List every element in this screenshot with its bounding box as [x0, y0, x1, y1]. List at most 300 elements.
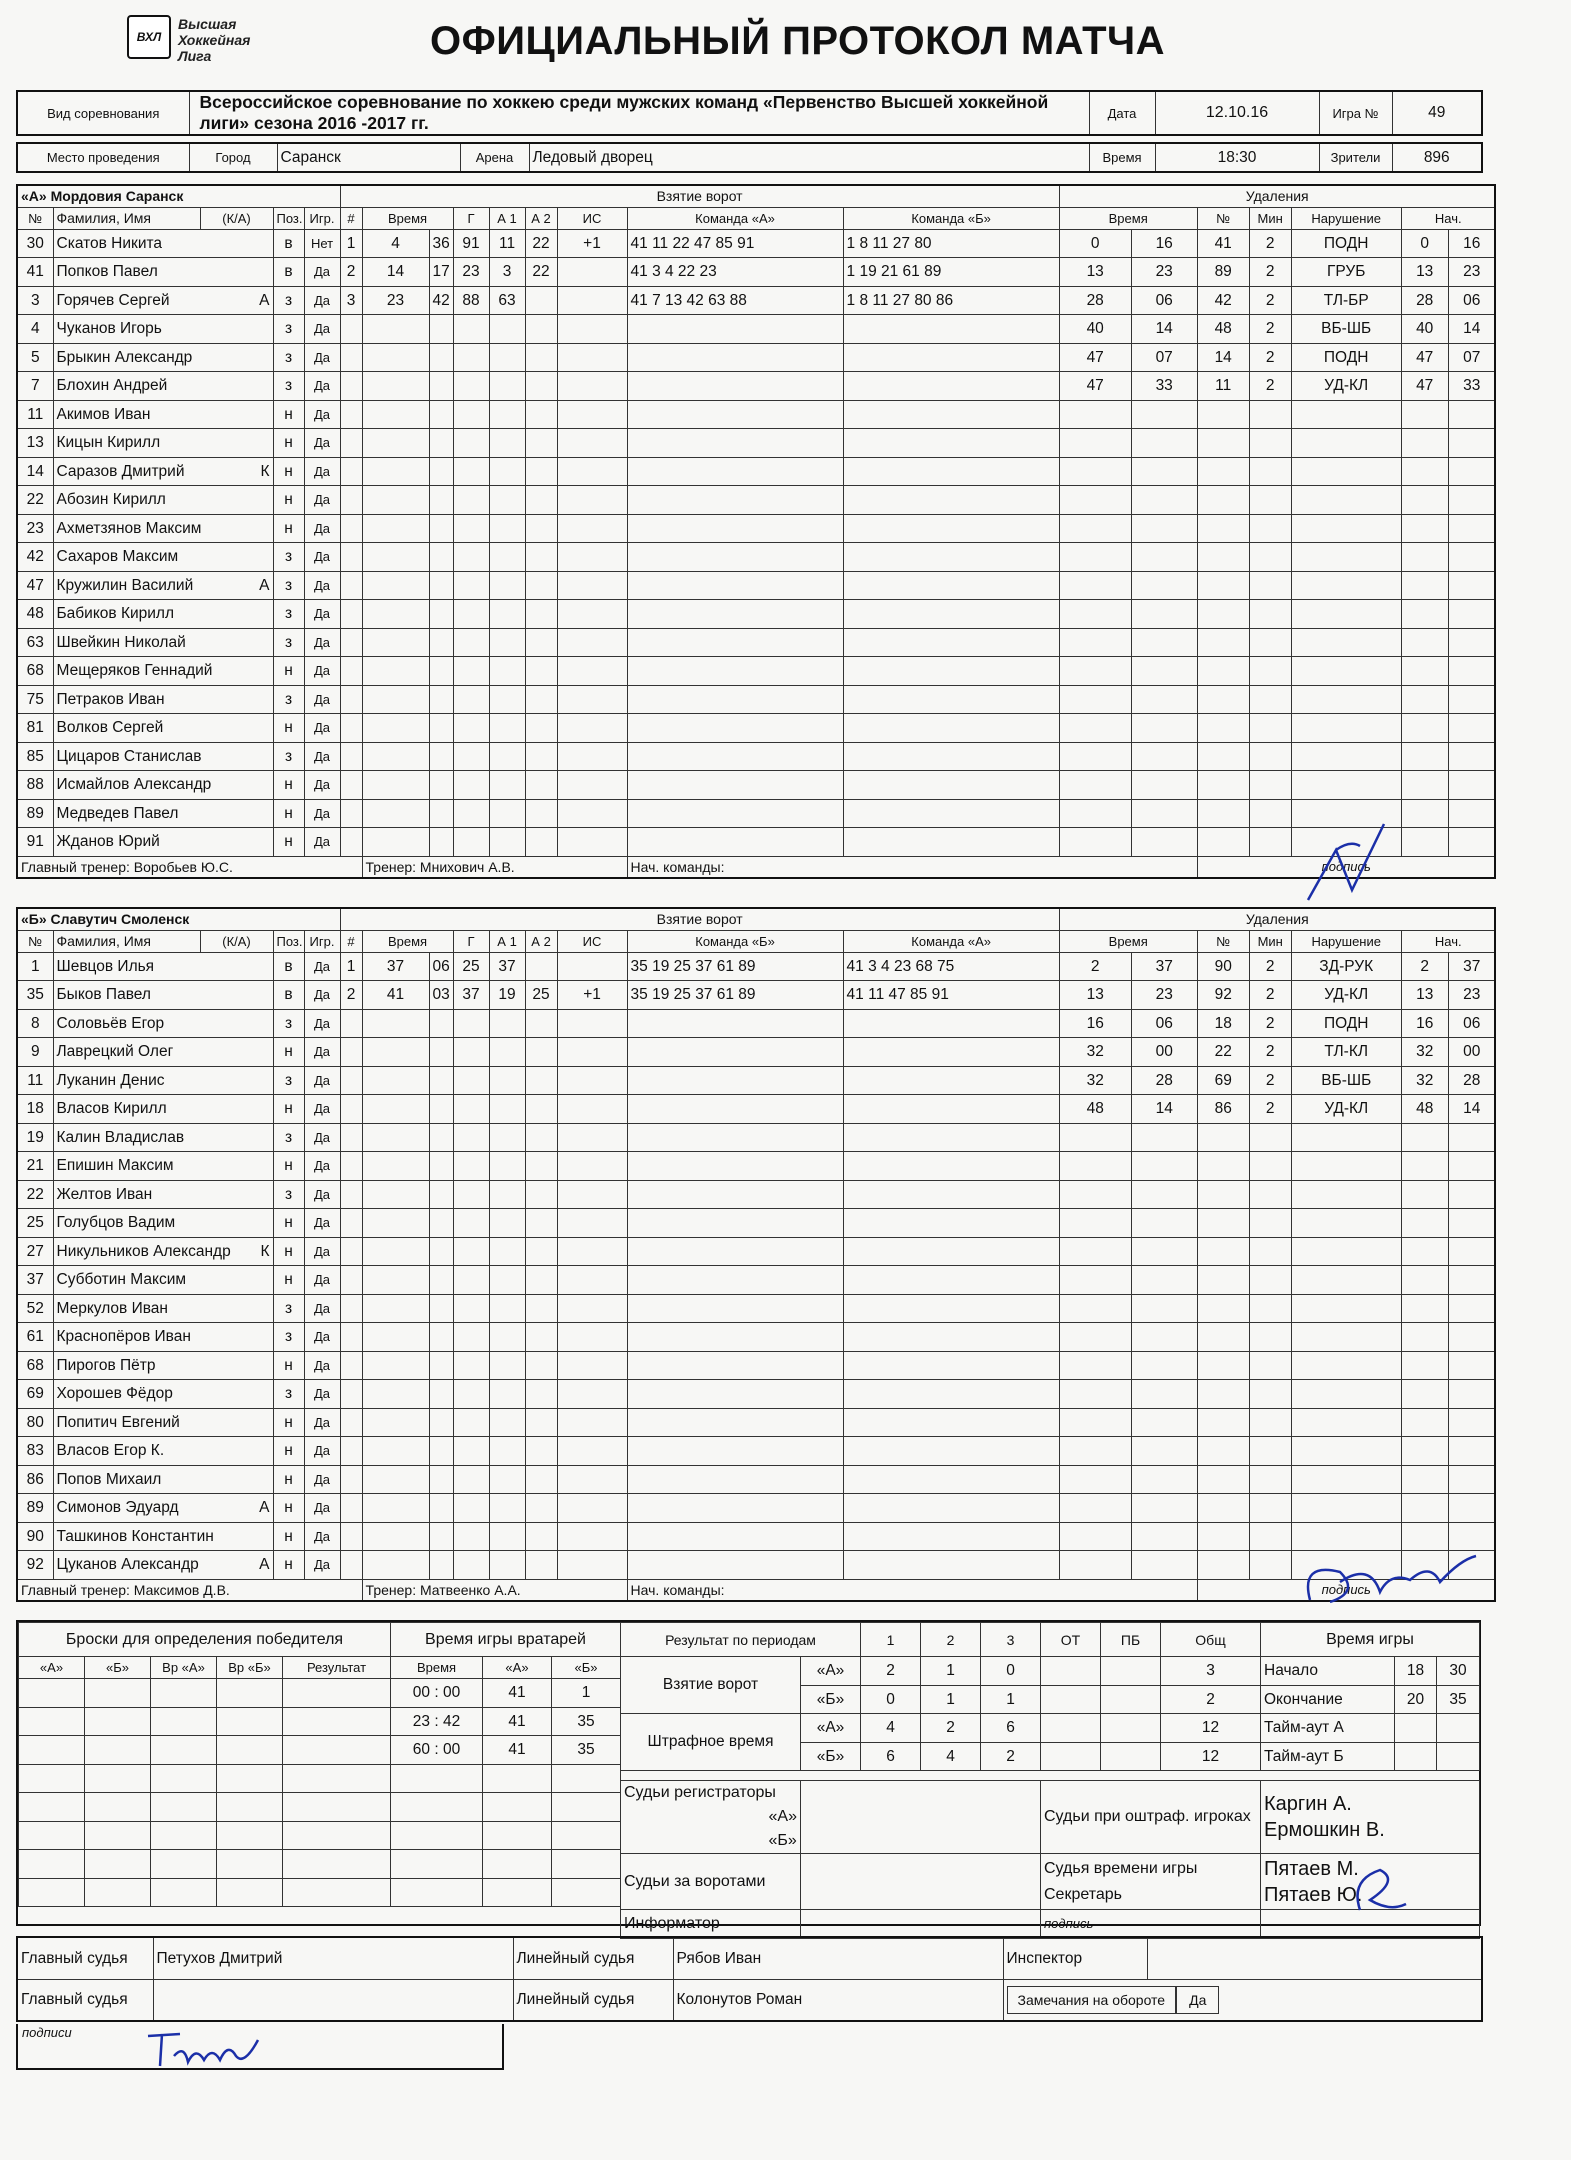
goal-scorer — [453, 1522, 489, 1551]
goal-assist-2 — [525, 1009, 557, 1038]
on-ice-second — [843, 1266, 1059, 1295]
city-value: Саранск — [277, 143, 460, 172]
pen-second — [1131, 571, 1197, 600]
goal-second — [429, 1009, 453, 1038]
pim-a-1: 2 — [921, 1714, 981, 1743]
goalie-row — [391, 1878, 621, 1907]
player-position: н — [273, 1038, 304, 1067]
pen-second: 07 — [1131, 343, 1197, 372]
goal-is — [557, 343, 627, 372]
team-chief: Нач. команды: — [627, 1579, 1197, 1601]
on-ice-first — [627, 514, 843, 543]
goal-assist-1: 19 — [489, 981, 525, 1010]
goal-scorer — [453, 1408, 489, 1437]
on-ice-second — [843, 514, 1059, 543]
player-position: н — [273, 1465, 304, 1494]
pen-start-sec: 33 — [1448, 372, 1495, 401]
goal-assist-1 — [489, 628, 525, 657]
goal-assist-2 — [525, 799, 557, 828]
goal-second — [429, 1266, 453, 1295]
goal-assist-1 — [489, 1009, 525, 1038]
goal-is — [557, 828, 627, 857]
goal-assist-1 — [489, 1152, 525, 1181]
player-position: н — [273, 657, 304, 686]
pen-start-min — [1401, 1209, 1448, 1238]
game-time-h: 20 — [1395, 1685, 1437, 1714]
pen-second — [1131, 400, 1197, 429]
goal-scorer — [453, 714, 489, 743]
on-ice-first — [627, 828, 843, 857]
col-scorer: Г — [453, 930, 489, 952]
on-ice-first — [627, 1038, 843, 1067]
document-title: ОФИЦИАЛЬНЫЙ ПРОТОКОЛ МАТЧА — [430, 19, 1165, 63]
player-position: н — [273, 1351, 304, 1380]
pen-violation — [1291, 457, 1401, 486]
goal-assist-2 — [525, 1266, 557, 1295]
shootout-cell — [151, 1679, 217, 1708]
goal-is — [557, 1522, 627, 1551]
pen-player — [1197, 457, 1249, 486]
goal-number — [340, 828, 362, 857]
goal-assist-2 — [525, 828, 557, 857]
goalie-col-2: «Б» — [552, 1657, 621, 1679]
pen-second — [1131, 514, 1197, 543]
pen-violation — [1291, 429, 1401, 458]
player-played: Да — [304, 828, 340, 857]
player-played: Да — [304, 1437, 340, 1466]
remarks-cell — [1003, 1979, 1482, 2021]
goal-number — [340, 1323, 362, 1352]
pen-second: 14 — [1131, 1095, 1197, 1124]
pen-violation — [1291, 1522, 1401, 1551]
game-time-h — [1395, 1714, 1437, 1743]
pen-minute — [1059, 1494, 1131, 1523]
goalie-b — [552, 1850, 621, 1879]
game-label: Игра № — [1319, 91, 1392, 135]
pen-start-min: 32 — [1401, 1038, 1448, 1067]
team-a-mark: «А» — [801, 1657, 861, 1686]
player-number: 4 — [17, 315, 53, 344]
goal-minute — [362, 1266, 429, 1295]
player-row — [17, 343, 1495, 372]
goal-minute — [362, 828, 429, 857]
col-team-second: Команда «А» — [843, 930, 1059, 952]
player-name: Сахаров Максим — [53, 543, 273, 572]
pen-player — [1197, 799, 1249, 828]
pen-start-min — [1401, 628, 1448, 657]
goal-second — [429, 1380, 453, 1409]
pen-minute: 47 — [1059, 372, 1131, 401]
player-name-text: Симонов Эдуард — [56, 1499, 179, 1516]
pen-player — [1197, 1123, 1249, 1152]
goal-assist-2 — [525, 1465, 557, 1494]
player-name-text: Кружилин Василий — [56, 576, 194, 594]
pen-start-min — [1401, 1437, 1448, 1466]
player-name — [53, 1237, 273, 1266]
pen-start-sec — [1448, 600, 1495, 629]
goal-scorer — [453, 628, 489, 657]
pen-player: 69 — [1197, 1066, 1249, 1095]
goal-scorer — [453, 799, 489, 828]
pen-minutes — [1249, 1123, 1291, 1152]
pen-minute — [1059, 514, 1131, 543]
goal-number — [340, 514, 362, 543]
player-row — [17, 1123, 1495, 1152]
on-ice-first — [627, 429, 843, 458]
player-number: 35 — [17, 981, 53, 1010]
col-is: ИС — [557, 207, 627, 229]
player-row — [17, 1294, 1495, 1323]
pen-minutes — [1249, 1437, 1291, 1466]
on-ice-first — [627, 486, 843, 515]
player-played: Да — [304, 372, 340, 401]
shootout-cell — [283, 1736, 391, 1765]
col-ka: (К/А) — [200, 207, 273, 229]
pen-start-min — [1401, 1123, 1448, 1152]
player-played: Да — [304, 1465, 340, 1494]
head-coach: Главный тренер: Воробьев Ю.С. — [17, 856, 362, 878]
competition: Всероссийское соревнование по хоккею среди мужских команд «Первенство Высшей хоккейной лиги» сезона 2016 -2017 гг. — [189, 91, 1089, 135]
goal-minute: 14 — [362, 258, 429, 287]
goalie-time: 23 : 42 — [391, 1707, 483, 1736]
goal-assist-1 — [489, 742, 525, 771]
goal-scorer — [453, 315, 489, 344]
on-ice-first — [627, 1123, 843, 1152]
on-ice-second — [843, 657, 1059, 686]
goal-number — [340, 1380, 362, 1409]
player-name: Желтов Иван — [53, 1180, 273, 1209]
pen-start-min — [1401, 514, 1448, 543]
player-played: Да — [304, 657, 340, 686]
pen-player: 18 — [1197, 1009, 1249, 1038]
goal-scorer — [453, 1351, 489, 1380]
league-line-2: Хоккейная — [178, 32, 251, 48]
pen-start-sec — [1448, 1408, 1495, 1437]
player-name: Власов Кирилл — [53, 1095, 273, 1124]
pen-start-sec — [1448, 657, 1495, 686]
shootout-cell — [283, 1850, 391, 1879]
goal-assist-2 — [525, 1294, 557, 1323]
goal-is — [557, 1123, 627, 1152]
on-ice-second — [843, 400, 1059, 429]
player-name: Кицын Кирилл — [53, 429, 273, 458]
player-name: Быков Павел — [53, 981, 273, 1010]
player-played: Да — [304, 714, 340, 743]
pen-minute — [1059, 1351, 1131, 1380]
pen-start-min — [1401, 1180, 1448, 1209]
goal-is — [557, 1266, 627, 1295]
goal-second — [429, 343, 453, 372]
shootout-cell — [85, 1736, 151, 1765]
shootout-cell — [217, 1707, 283, 1736]
on-ice-first — [627, 1351, 843, 1380]
goalie-row — [391, 1793, 621, 1822]
pen-player — [1197, 429, 1249, 458]
goal-number — [340, 315, 362, 344]
penalties-header: Удаления — [1059, 185, 1495, 207]
col-goal-no: # — [340, 930, 362, 952]
player-played: Да — [304, 1522, 340, 1551]
goal-second — [429, 628, 453, 657]
pen-start-min — [1401, 1351, 1448, 1380]
goal-minute — [362, 1066, 429, 1095]
pen-second — [1131, 457, 1197, 486]
pen-violation — [1291, 771, 1401, 800]
on-ice-second — [843, 429, 1059, 458]
on-ice-first — [627, 1237, 843, 1266]
pen-second: 23 — [1131, 258, 1197, 287]
player-row — [17, 1209, 1495, 1238]
pen-violation: ПОДН — [1291, 229, 1401, 258]
pen-player: 89 — [1197, 258, 1249, 287]
pen-second — [1131, 1494, 1197, 1523]
on-ice-second — [843, 1380, 1059, 1409]
pen-second — [1131, 1551, 1197, 1580]
player-position: з — [273, 1294, 304, 1323]
pen-judges-names: Каргин А. Ермошкин В. — [1261, 1781, 1480, 1854]
game-time-h — [1395, 1742, 1437, 1771]
pen-minute: 32 — [1059, 1066, 1131, 1095]
pen-second — [1131, 543, 1197, 572]
results-col-2: 3 — [981, 1623, 1041, 1657]
team-chief: Нач. команды: — [627, 856, 1197, 878]
goal-is — [557, 1380, 627, 1409]
on-ice-second — [843, 1009, 1059, 1038]
goals-a-5: 3 — [1161, 1657, 1261, 1686]
on-ice-first — [627, 742, 843, 771]
goal-second — [429, 685, 453, 714]
shootout-cell — [151, 1736, 217, 1765]
goal-minute — [362, 486, 429, 515]
pen-start-min — [1401, 1494, 1448, 1523]
goal-second: 36 — [429, 229, 453, 258]
goal-number — [340, 1294, 362, 1323]
pen-player — [1197, 1152, 1249, 1181]
goal-scorer — [453, 1266, 489, 1295]
sign-label: подпись — [1197, 856, 1495, 878]
goal-minute — [362, 657, 429, 686]
goal-minute — [362, 771, 429, 800]
player-number: 21 — [17, 1152, 53, 1181]
goal-assist-2 — [525, 1237, 557, 1266]
pen-start-min: 28 — [1401, 286, 1448, 315]
goal-second — [429, 486, 453, 515]
shootout-cell — [283, 1878, 391, 1907]
goals-header: Взятие ворот — [340, 908, 1059, 930]
pen-second — [1131, 1522, 1197, 1551]
pen-minutes — [1249, 571, 1291, 600]
results-col-0: 1 — [861, 1623, 921, 1657]
pen-player — [1197, 1209, 1249, 1238]
goal-number — [340, 1522, 362, 1551]
goal-minute — [362, 1437, 429, 1466]
player-row — [17, 1180, 1495, 1209]
goal-assist-2 — [525, 1123, 557, 1152]
pen-minutes: 2 — [1249, 1095, 1291, 1124]
goal-is — [557, 457, 627, 486]
pen-start-min — [1401, 1465, 1448, 1494]
player-played: Да — [304, 685, 340, 714]
pen-minute — [1059, 400, 1131, 429]
shootout-cell — [283, 1821, 391, 1850]
pen-violation — [1291, 543, 1401, 572]
player-name: Попов Михаил — [53, 1465, 273, 1494]
pen-minute — [1059, 742, 1131, 771]
player-number: 8 — [17, 1009, 53, 1038]
pen-minutes — [1249, 1351, 1291, 1380]
time-sec-names: Пятаев М. Пятаев Ю. — [1261, 1854, 1480, 1910]
player-number: 91 — [17, 828, 53, 857]
pen-player — [1197, 1551, 1249, 1580]
goal-assist-2: 22 — [525, 258, 557, 287]
goal-is — [557, 771, 627, 800]
shootout-col-2: Вр «А» — [151, 1657, 217, 1679]
pen-start-min — [1401, 400, 1448, 429]
player-position: з — [273, 1123, 304, 1152]
team-b-signature — [1280, 1552, 1480, 1612]
pen-start-min: 13 — [1401, 981, 1448, 1010]
pen-violation — [1291, 1237, 1401, 1266]
shootout-cell — [151, 1821, 217, 1850]
goal-scorer — [453, 514, 489, 543]
goal-minute — [362, 429, 429, 458]
goal-second — [429, 1494, 453, 1523]
goal-is — [557, 1038, 627, 1067]
on-ice-second — [843, 685, 1059, 714]
goal-scorer — [453, 429, 489, 458]
player-position: з — [273, 600, 304, 629]
goal-assist-1 — [489, 685, 525, 714]
shootout-cell — [217, 1679, 283, 1708]
pen-start-sec: 06 — [1448, 1009, 1495, 1038]
player-number: 80 — [17, 1408, 53, 1437]
goalie-a — [483, 1850, 552, 1879]
player-row — [17, 1095, 1495, 1124]
goal-assist-2 — [525, 400, 557, 429]
pen-violation — [1291, 1294, 1401, 1323]
pen-violation — [1291, 1351, 1401, 1380]
col-pos: Поз. — [273, 207, 304, 229]
goal-scorer — [453, 1465, 489, 1494]
col-ka: (К/А) — [200, 930, 273, 952]
goal-number: 3 — [340, 286, 362, 315]
on-ice-second — [843, 543, 1059, 572]
goal-scorer — [453, 372, 489, 401]
goal-number — [340, 1095, 362, 1124]
player-number: 14 — [17, 457, 53, 486]
goalie-col-0: Время — [391, 1657, 483, 1679]
goal-assist-2 — [525, 1351, 557, 1380]
goal-number — [340, 543, 362, 572]
shootout-cell — [217, 1736, 283, 1765]
player-number: 90 — [17, 1522, 53, 1551]
goal-assist-2: 25 — [525, 981, 557, 1010]
goal-assist-2 — [525, 952, 557, 981]
col-team-first: Команда «Б» — [627, 930, 843, 952]
player-number: 75 — [17, 685, 53, 714]
pen-start-sec: 07 — [1448, 343, 1495, 372]
player-position: н — [273, 1095, 304, 1124]
col-played: Игр. — [304, 207, 340, 229]
player-position: в — [273, 981, 304, 1010]
player-number: 47 — [17, 571, 53, 600]
pen-start-sec: 14 — [1448, 1095, 1495, 1124]
goal-assist-1 — [489, 799, 525, 828]
goal-is — [557, 543, 627, 572]
pen-start-min — [1401, 1522, 1448, 1551]
player-played: Да — [304, 628, 340, 657]
pen-violation — [1291, 1408, 1401, 1437]
player-number: 5 — [17, 343, 53, 372]
pen-minute — [1059, 1237, 1131, 1266]
pen-minutes: 2 — [1249, 1066, 1291, 1095]
goal-number — [340, 457, 362, 486]
goal-number — [340, 799, 362, 828]
col-played: Игр. — [304, 930, 340, 952]
goal-assist-2 — [525, 286, 557, 315]
pen-minute — [1059, 1209, 1131, 1238]
goal-is — [557, 799, 627, 828]
pen-player: 22 — [1197, 1038, 1249, 1067]
pen-second — [1131, 828, 1197, 857]
goals-a-4 — [1101, 1657, 1161, 1686]
main-ref-label-1: Главный судья — [17, 1937, 153, 1979]
sign-label: подпись — [1197, 1579, 1495, 1601]
goal-assist-1 — [489, 600, 525, 629]
goal-assist-1 — [489, 514, 525, 543]
on-ice-second — [843, 486, 1059, 515]
goal-assist-1 — [489, 771, 525, 800]
on-ice-first — [627, 714, 843, 743]
on-ice-first: 35 19 25 37 61 89 — [627, 981, 843, 1010]
player-row — [17, 1066, 1495, 1095]
pen-start-sec — [1448, 1266, 1495, 1295]
on-ice-first — [627, 400, 843, 429]
goal-second — [429, 1123, 453, 1152]
player-row — [17, 1351, 1495, 1380]
goal-assist-1 — [489, 1323, 525, 1352]
player-number: 42 — [17, 543, 53, 572]
comp-label: Вид соревнования — [17, 91, 189, 135]
player-name: Голубцов Вадим — [53, 1209, 273, 1238]
player-name — [53, 457, 273, 486]
goal-scorer — [453, 771, 489, 800]
shootout-col-4: Результат — [283, 1657, 391, 1679]
player-row — [17, 400, 1495, 429]
pen-player — [1197, 628, 1249, 657]
goal-minute — [362, 685, 429, 714]
pen-violation — [1291, 571, 1401, 600]
goal-scorer — [453, 571, 489, 600]
shootout-cell — [19, 1821, 85, 1850]
game-time-row — [1261, 1742, 1480, 1771]
goal-assist-1 — [489, 400, 525, 429]
col-num: № — [17, 207, 53, 229]
pen-start-min: 16 — [1401, 1009, 1448, 1038]
pen-player — [1197, 1351, 1249, 1380]
player-position: в — [273, 258, 304, 287]
shootout-cell — [283, 1793, 391, 1822]
player-played: Да — [304, 1294, 340, 1323]
date-value: 12.10.16 — [1155, 91, 1319, 135]
goal-number — [340, 1408, 362, 1437]
game-time-label: Тайм-аут А — [1261, 1714, 1395, 1743]
pen-second — [1131, 799, 1197, 828]
player-number: 81 — [17, 714, 53, 743]
results-col-5: Общ — [1161, 1623, 1261, 1657]
player-number: 18 — [17, 1095, 53, 1124]
goals-header: Взятие ворот — [340, 185, 1059, 207]
